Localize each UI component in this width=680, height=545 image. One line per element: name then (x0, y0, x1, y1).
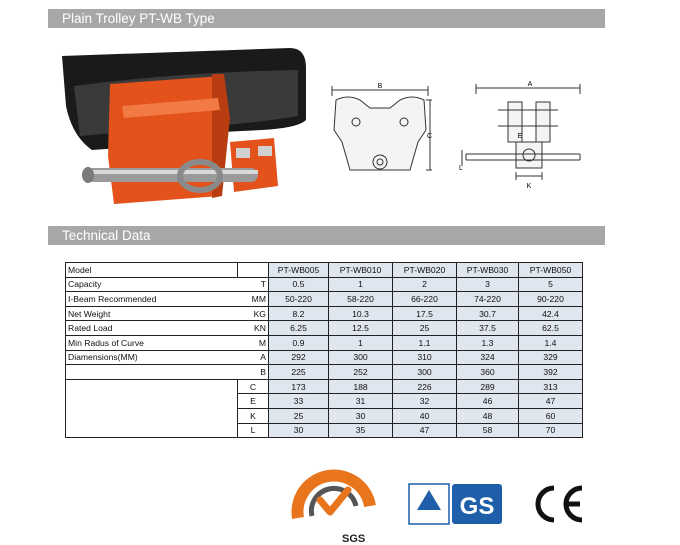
model-header: PT-WB030 (457, 263, 519, 278)
table-cell: 0.9 (269, 335, 329, 350)
model-header: PT-WB050 (519, 263, 583, 278)
table-cell: 37.5 (457, 321, 519, 336)
row-unit: MM (238, 292, 269, 307)
table-row (66, 306, 583, 321)
table-cell: 6.25 (269, 321, 329, 336)
row-unit: KG (238, 306, 269, 321)
row-unit: L (238, 423, 269, 438)
table-cell: 10.3 (329, 306, 393, 321)
table-cell: 310 (393, 350, 457, 365)
table-cell: 17.5 (393, 306, 457, 321)
table-row (66, 263, 583, 278)
table-cell: 25 (393, 321, 457, 336)
table-cell: 5 (519, 277, 583, 292)
tuv-gs-logo (408, 480, 504, 528)
dim-label-k: K (526, 183, 532, 190)
table-cell: 47 (393, 423, 457, 438)
row-label: Net Weight (66, 306, 238, 321)
table-row (66, 379, 583, 394)
section-title-bar (48, 9, 605, 28)
table-cell: 25 (269, 408, 329, 423)
row-label: Min Radus of Curve (66, 335, 238, 350)
table-cell: 1.1 (393, 335, 457, 350)
table-cell: 47 (519, 394, 583, 409)
model-header: PT-WB020 (393, 263, 457, 278)
model-header: PT-WB010 (329, 263, 393, 278)
sgs-iso-certification-logo (290, 462, 376, 545)
table-cell: 329 (519, 350, 583, 365)
dim-label-l: L (459, 165, 463, 172)
table-cell: 292 (269, 350, 329, 365)
product-title: Plain Trolley PT-WB Type (62, 11, 215, 26)
technical-data-title: Technical Data (62, 228, 151, 243)
table-cell: 252 (329, 365, 393, 380)
table-cell: 35 (329, 423, 393, 438)
table-cell: 32 (393, 394, 457, 409)
row-unit: E (238, 394, 269, 409)
table-cell: 392 (519, 365, 583, 380)
table-cell: 48 (457, 408, 519, 423)
table-cell: 3 (457, 277, 519, 292)
table-cell: 2 (393, 277, 457, 292)
blank-cell (66, 379, 238, 437)
ce-mark (530, 484, 588, 524)
dim-label-c: C (426, 133, 432, 140)
table-cell: 313 (519, 379, 583, 394)
table-cell: 226 (393, 379, 457, 394)
gs-mark: GS (459, 493, 495, 520)
table-row (66, 277, 583, 292)
table-cell: 1 (329, 277, 393, 292)
table-cell: 46 (457, 394, 519, 409)
table-row (66, 292, 583, 307)
table-cell: 324 (457, 350, 519, 365)
dim-label-a: A (527, 81, 533, 88)
table-cell: 62.5 (519, 321, 583, 336)
table-cell: 1 (329, 335, 393, 350)
section-title-bar (48, 226, 605, 245)
sgs-brand: SGS (342, 533, 366, 545)
trolley-photo (62, 46, 306, 208)
table-cell: 30.7 (457, 306, 519, 321)
table-row (66, 365, 583, 380)
row-unit: KN (238, 321, 269, 336)
table-cell: 58-220 (329, 292, 393, 307)
table-row (66, 335, 583, 350)
table-cell: 70 (519, 423, 583, 438)
table-cell: 90-220 (519, 292, 583, 307)
table-cell: 289 (457, 379, 519, 394)
row-unit: B (238, 365, 269, 380)
table-cell: 31 (329, 394, 393, 409)
dim-label-b: B (377, 83, 383, 90)
row-unit: T (238, 277, 269, 292)
side-view-drawing (458, 80, 588, 196)
spec-table (65, 262, 583, 438)
row-unit: A (238, 350, 269, 365)
table-cell: 42.4 (519, 306, 583, 321)
table-cell: 33 (269, 394, 329, 409)
table-cell: 30 (329, 408, 393, 423)
row-label: Rated Load (66, 321, 238, 336)
row-label: Capacity (66, 277, 238, 292)
row-label (66, 365, 238, 380)
table-cell: 60 (519, 408, 583, 423)
table-cell: 12.5 (329, 321, 393, 336)
row-unit (238, 263, 269, 278)
table-cell: 30 (269, 423, 329, 438)
table-cell: 300 (329, 350, 393, 365)
front-view-drawing (326, 82, 434, 182)
row-unit: K (238, 408, 269, 423)
model-header: PT-WB005 (269, 263, 329, 278)
row-unit: C (238, 379, 269, 394)
table-cell: 1.4 (519, 335, 583, 350)
row-label: I-Beam Recommended (66, 292, 238, 307)
table-cell: 40 (393, 408, 457, 423)
table-cell: 74-220 (457, 292, 519, 307)
table-cell: 225 (269, 365, 329, 380)
table-cell: 360 (457, 365, 519, 380)
table-cell: 173 (269, 379, 329, 394)
dim-label-e: E (517, 133, 523, 140)
table-cell: 300 (393, 365, 457, 380)
table-cell: 1.3 (457, 335, 519, 350)
table-cell: 58 (457, 423, 519, 438)
row-unit: M (238, 335, 269, 350)
row-label: Diamensions(MM) (66, 350, 238, 365)
row-label: Model (66, 263, 238, 278)
table-cell: 188 (329, 379, 393, 394)
table-cell: 0.5 (269, 277, 329, 292)
table-row (66, 321, 583, 336)
table-row (66, 350, 583, 365)
table-cell: 50-220 (269, 292, 329, 307)
table-cell: 8.2 (269, 306, 329, 321)
table-cell: 66-220 (393, 292, 457, 307)
